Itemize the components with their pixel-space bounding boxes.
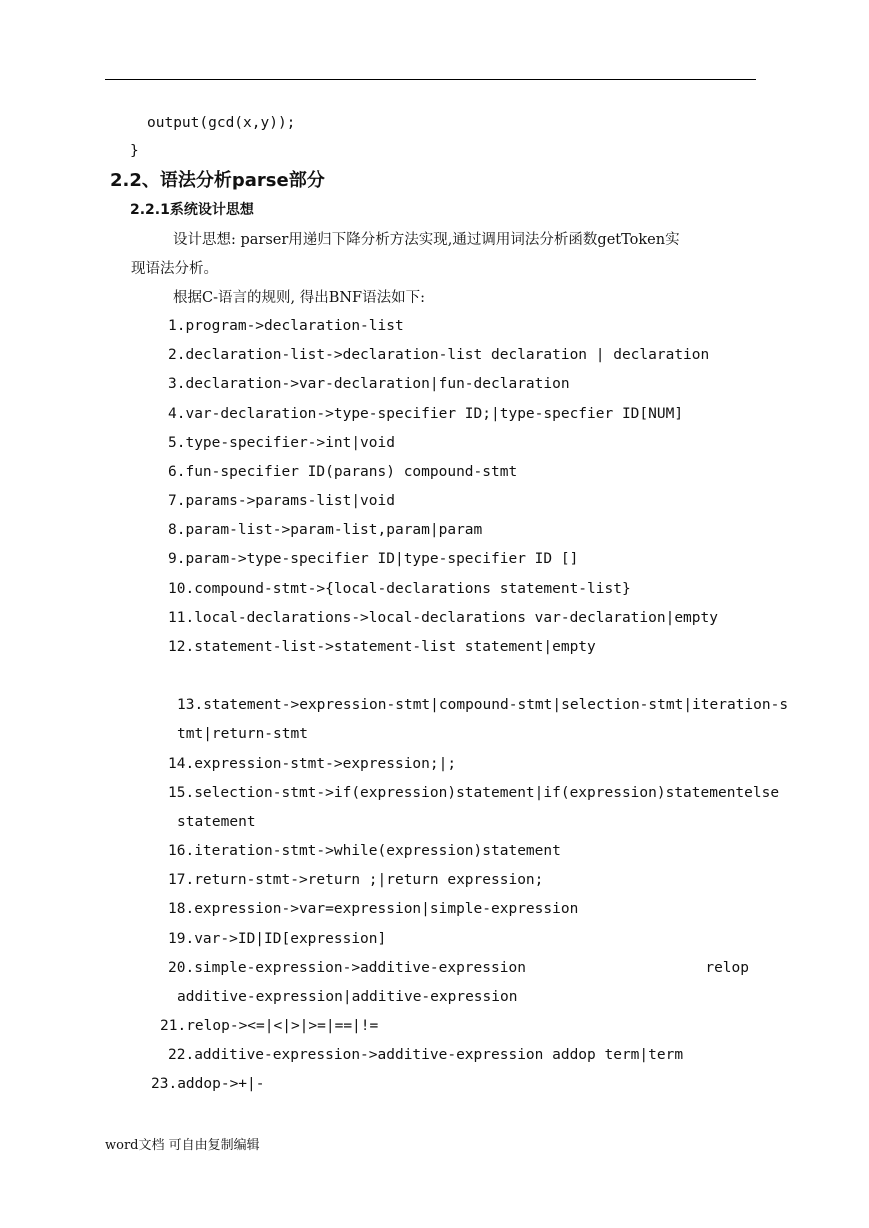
page-footer: word文档 可自由复制编辑 — [105, 1138, 260, 1153]
bnf-rule-9: 9.param->type-specifier ID|type-specifier ID [] — [168, 551, 579, 567]
section-heading-2-2-1: 2.2.1系统设计思想 — [130, 202, 254, 218]
bnf-rule-13-line-2: tmt|return-stmt — [177, 726, 308, 742]
bnf-rule-23: 23.addop->+|- — [151, 1076, 265, 1092]
header-rule — [105, 79, 756, 80]
bnf-rule-15-line-1 — [168, 783, 780, 803]
code-close-brace: } — [130, 143, 139, 159]
bnf-rule-21: 21.relop-><=|<|>|>=|==|!= — [160, 1018, 379, 1034]
bnf-rule-15-left: 15.selection-stmt->if(expression)statement|if(expression)statement — [168, 785, 745, 801]
bnf-rule-20-right: relop — [705, 960, 749, 976]
paragraph-design-idea-line-2: 现语法分析。 — [131, 261, 218, 277]
paragraph-bnf-intro: 根据C-语言的规则, 得出BNF语法如下: — [173, 290, 426, 306]
bnf-rule-10: 10.compound-stmt->{local-declarations statement-list} — [168, 581, 631, 597]
paragraph-design-idea-line-1: 设计思想: parser用递归下降分析方法实现,通过调用词法分析函数getToken实 — [173, 232, 680, 248]
bnf-rule-5: 5.type-specifier->int|void — [168, 435, 395, 451]
section-heading-2-2: 2.2、语法分析parse部分 — [110, 170, 325, 191]
bnf-rule-20-line-2: additive-expression|additive-expression — [177, 989, 518, 1005]
bnf-rule-15-right: else — [744, 785, 780, 801]
bnf-rule-1: 1.program->declaration-list — [168, 318, 404, 334]
bnf-rule-15-line-2: statement — [177, 814, 256, 830]
bnf-rule-8: 8.param-list->param-list,param|param — [168, 522, 483, 538]
bnf-rule-20-line-1 — [168, 958, 749, 978]
code-output-line: output(gcd(x,y)); — [147, 115, 296, 131]
bnf-rule-19: 19.var->ID|ID[expression] — [168, 931, 387, 947]
bnf-rule-18: 18.expression->var=expression|simple-expression — [168, 901, 579, 917]
bnf-rule-6: 6.fun-specifier ID(parans) compound-stmt — [168, 464, 518, 480]
bnf-rule-11: 11.local-declarations->local-declarations var-declaration|empty — [168, 610, 718, 626]
bnf-rule-7: 7.params->params-list|void — [168, 493, 395, 509]
bnf-rule-17: 17.return-stmt->return ;|return expression; — [168, 872, 544, 888]
bnf-rule-4: 4.var-declaration->type-specifier ID;|type-specfier ID[NUM] — [168, 406, 684, 422]
bnf-rule-2: 2.declaration-list->declaration-list declaration | declaration — [168, 347, 710, 363]
bnf-rule-20-left: 20.simple-expression->additive-expression — [168, 960, 526, 976]
bnf-rule-16: 16.iteration-stmt->while(expression)statement — [168, 843, 561, 859]
bnf-rule-14: 14.expression-stmt->expression;|; — [168, 756, 457, 772]
bnf-rule-22: 22.additive-expression->additive-expression addop term|term — [168, 1047, 684, 1063]
bnf-rule-3: 3.declaration->var-declaration|fun-declaration — [168, 376, 570, 392]
bnf-rule-13-line-1: 13.statement->expression-stmt|compound-stmt|selection-stmt|iteration-s — [177, 697, 789, 713]
bnf-rule-12: 12.statement-list->statement-list statement|empty — [168, 639, 596, 655]
